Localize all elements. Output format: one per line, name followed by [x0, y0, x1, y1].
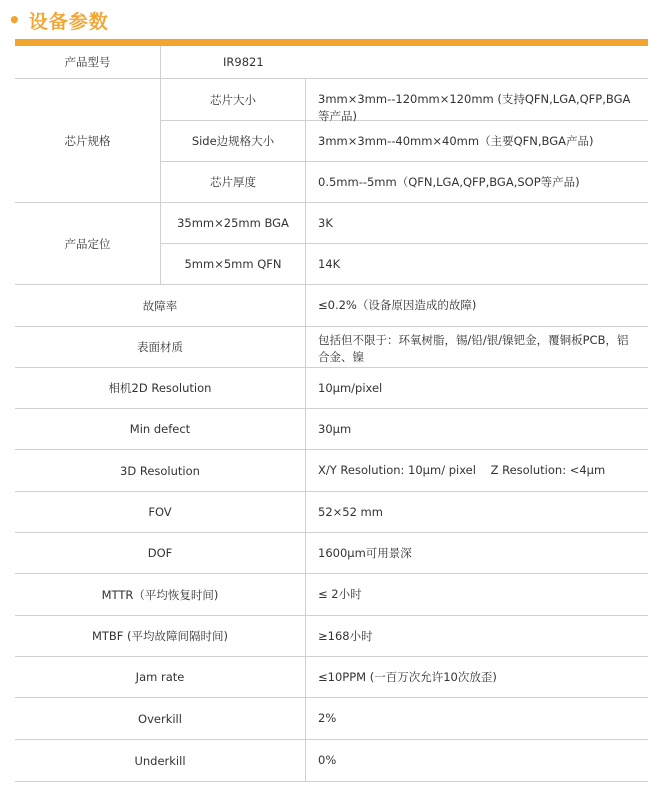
- label-chip-spec: 芯片规格: [15, 79, 161, 203]
- value-min-defect: 30μm: [306, 409, 648, 450]
- value-overkill: 2%: [306, 698, 648, 740]
- value-camera-2d: 10μm/pixel: [306, 368, 648, 409]
- label-positioning: 产品定位: [15, 203, 161, 285]
- label-jam-rate: Jam rate: [15, 657, 306, 698]
- value-model: IR9821: [161, 46, 648, 79]
- value-jam-rate: ≤10PPM (一百万次允许10次放歪): [306, 657, 648, 698]
- accent-bar: [15, 39, 648, 46]
- label-positioning-qfn: 5mm×5mm QFN: [161, 244, 306, 285]
- value-underkill: 0%: [306, 740, 648, 782]
- value-chip-side: 3mm×3mm--40mm×40mm（主要QFN,BGA产品): [306, 121, 648, 162]
- section-title: 设备参数: [28, 10, 109, 33]
- label-mtbf: MTBF (平均故障间隔时间): [15, 616, 306, 657]
- label-model: 产品型号: [15, 46, 161, 79]
- bullet-icon: •: [8, 8, 21, 32]
- section-header: [8, 6, 109, 34]
- value-fov: 52×52 mm: [306, 492, 648, 533]
- value-dof: 1600μm可用景深: [306, 533, 648, 574]
- value-mttr: ≤ 2小时: [306, 574, 648, 616]
- label-underkill: Underkill: [15, 740, 306, 782]
- label-camera-2d: 相机2D Resolution: [15, 368, 306, 409]
- value-positioning-qfn: 14K: [306, 244, 648, 285]
- value-failure-rate: ≤0.2%（设备原因造成的故障): [306, 285, 648, 327]
- label-3d-resolution: 3D Resolution: [15, 450, 306, 492]
- spec-table: [15, 46, 648, 788]
- value-3d-resolution: X/Y Resolution: 10μm/ pixel Z Resolution: <4μm: [306, 450, 648, 492]
- value-chip-size: 3mm×3mm--120mm×120mm (支持QFN,LGA,QFP,BGA等产品): [306, 79, 648, 121]
- label-positioning-bga: 35mm×25mm BGA: [161, 203, 306, 244]
- label-chip-side: Side边规格大小: [161, 121, 306, 162]
- label-failure-rate: 故障率: [15, 285, 306, 327]
- value-chip-thickness: 0.5mm--5mm（QFN,LGA,QFP,BGA,SOP等产品): [306, 162, 648, 203]
- value-surface: 包括但不限于：环氧树脂，锡/铅/银/镍钯金，覆铜板PCB，铝合金、镍: [306, 327, 648, 368]
- value-positioning-bga: 3K: [306, 203, 648, 244]
- label-dof: DOF: [15, 533, 306, 574]
- label-chip-thickness: 芯片厚度: [161, 162, 306, 203]
- value-mtbf: ≥168小时: [306, 616, 648, 657]
- label-chip-size: 芯片大小: [161, 79, 306, 121]
- label-fov: FOV: [15, 492, 306, 533]
- label-min-defect: Min defect: [15, 409, 306, 450]
- label-surface: 表面材质: [15, 327, 306, 368]
- label-mttr: MTTR（平均恢复时间): [15, 574, 306, 616]
- label-overkill: Overkill: [15, 698, 306, 740]
